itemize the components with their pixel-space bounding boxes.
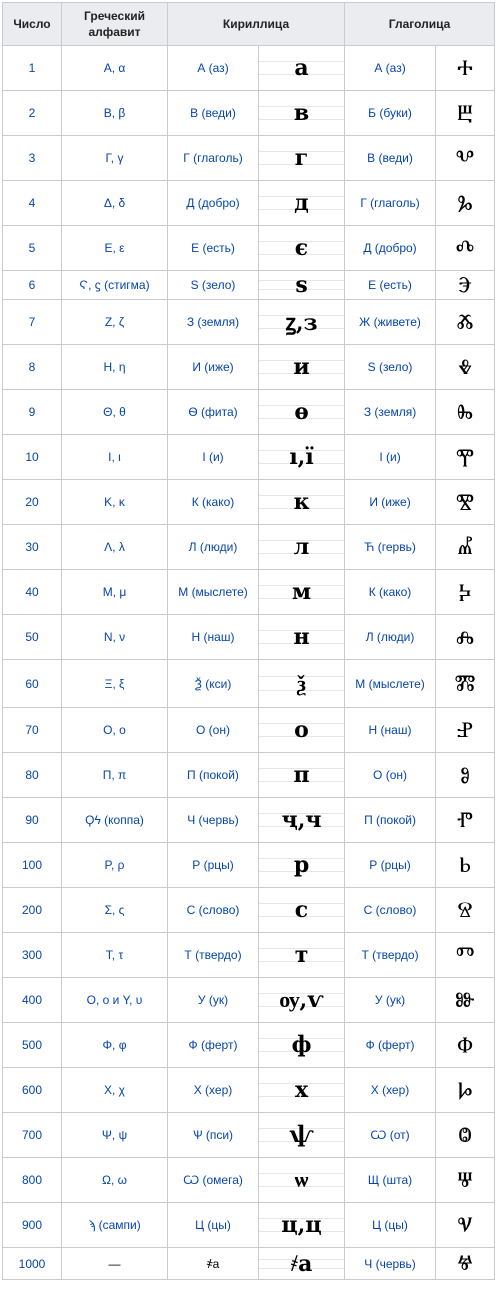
greek-letter-cell[interactable]: Π, π [62, 753, 168, 798]
greek-letter-cell[interactable]: Β, β [62, 91, 168, 136]
greek-letter-cell[interactable]: Μ, μ [62, 570, 168, 615]
glagolitic-glyph-cell: Ⰰ [436, 46, 495, 91]
glagolitic-name-cell[interactable]: З (земля) [345, 390, 436, 435]
glagolitic-name-cell[interactable]: Ж (живете) [345, 300, 436, 345]
cyrillic-glyph-cell: ѳ [259, 390, 345, 435]
number-cell[interactable]: 300 [3, 933, 62, 978]
cyrillic-glyph-cell: ф [259, 1023, 345, 1068]
number-cell[interactable]: 6 [3, 271, 62, 300]
number-cell[interactable]: 90 [3, 798, 62, 843]
cyrillic-name-cell[interactable]: М (мыслете) [168, 570, 259, 615]
cyrillic-glyph-cell: ѱ [259, 1113, 345, 1158]
header-greek: Греческий алфавит [62, 3, 168, 46]
header-number: Число [3, 3, 62, 46]
glagolitic-glyph-cell: Ⰴ [436, 226, 495, 271]
greek-letter-cell[interactable]: Ψ, ψ [62, 1113, 168, 1158]
header-glagolitic: Глаголица [345, 3, 495, 46]
table-row [3, 525, 495, 570]
glagolitic-name-cell[interactable]: П (покой) [345, 798, 436, 843]
table-row [3, 660, 495, 708]
cyrillic-glyph-cell: с [259, 888, 345, 933]
number-cell[interactable]: 700 [3, 1113, 62, 1158]
greek-letter-cell[interactable]: Θ, θ [62, 390, 168, 435]
cyrillic-name-cell[interactable]: Ф (ферт) [168, 1023, 259, 1068]
cyrillic-name-cell[interactable]: Д (добро) [168, 181, 259, 226]
cyrillic-name-cell[interactable]: Л (люди) [168, 525, 259, 570]
cyrillic-name-cell[interactable]: Т (твердо) [168, 933, 259, 978]
glagolitic-glyph-cell: Ⱍ [436, 1248, 495, 1280]
table-row [3, 615, 495, 660]
glagolitic-name-cell[interactable]: У (ук) [345, 978, 436, 1023]
table-row [3, 978, 495, 1023]
greek-letter-cell[interactable]: Λ, λ [62, 525, 168, 570]
glagolitic-name-cell[interactable]: Р (рцы) [345, 843, 436, 888]
glagolitic-name-cell[interactable]: И (иже) [345, 480, 436, 525]
greek-letter-cell[interactable]: Ο, ο [62, 708, 168, 753]
glagolitic-glyph-cell: Ⱅ [436, 933, 495, 978]
cyrillic-glyph-cell: ı,ї [259, 435, 345, 480]
table-body [3, 46, 495, 1280]
table-row [3, 300, 495, 345]
number-cell[interactable]: 1000 [3, 1248, 62, 1280]
glagolitic-name-cell[interactable]: Щ (шта) [345, 1158, 436, 1203]
number-cell[interactable]: 500 [3, 1023, 62, 1068]
greek-letter-cell[interactable]: Ϙϟ (коппа) [62, 798, 168, 843]
table-row [3, 753, 495, 798]
glagolitic-glyph-cell: Ⱌ [436, 1203, 495, 1248]
cyrillic-glyph-cell: ҷ,ч [259, 798, 345, 843]
cyrillic-name-cell[interactable]: В (веди) [168, 91, 259, 136]
glagolitic-glyph-cell: Ⰱ [436, 91, 495, 136]
glagolitic-glyph-cell: Ⰶ [436, 300, 495, 345]
number-cell[interactable]: 50 [3, 615, 62, 660]
glagolitic-glyph-cell: Ⰺ [436, 480, 495, 525]
table-row [3, 271, 495, 300]
cyrillic-glyph-cell: г [259, 136, 345, 181]
table-row [3, 570, 495, 615]
glagolitic-glyph-cell: Ⰳ [436, 181, 495, 226]
glagolitic-name-cell[interactable]: Б (буки) [345, 91, 436, 136]
glagolitic-glyph-cell: Ⰿ [436, 660, 495, 708]
number-cell[interactable]: 2 [3, 91, 62, 136]
number-cell[interactable]: 4 [3, 181, 62, 226]
table-row [3, 843, 495, 888]
cyrillic-name-cell[interactable]: S (зело) [168, 271, 259, 300]
greek-letter-cell[interactable]: Ε, ε [62, 226, 168, 271]
greek-letter-cell[interactable]: Ι, ι [62, 435, 168, 480]
number-cell[interactable]: 800 [3, 1158, 62, 1203]
cyrillic-name-cell[interactable]: Ѯ (кси) [168, 660, 259, 708]
greek-letter-cell[interactable]: Ϛ, ϛ (стигма) [62, 271, 168, 300]
glagolitic-glyph-cell: Ⱈ [436, 1068, 495, 1113]
greek-letter-cell[interactable]: Η, η [62, 345, 168, 390]
glagolitic-glyph-cell: Ⰵ [436, 271, 495, 300]
number-cell[interactable]: 5 [3, 226, 62, 271]
cyrillic-name-cell[interactable]: У (ук) [168, 978, 259, 1023]
greek-letter-cell[interactable]: Κ, κ [62, 480, 168, 525]
glagolitic-name-cell[interactable]: Т (твердо) [345, 933, 436, 978]
cyrillic-name-cell[interactable]: Г (глаголь) [168, 136, 259, 181]
greek-letter-cell[interactable]: Ο, ο и Υ, υ [62, 978, 168, 1023]
table-row [3, 888, 495, 933]
cyrillic-name-cell[interactable]: С (слово) [168, 888, 259, 933]
greek-letter-cell[interactable]: Φ, φ [62, 1023, 168, 1068]
cyrillic-name-cell[interactable]: Р (рцы) [168, 843, 259, 888]
table-row [3, 1068, 495, 1113]
cyrillic-glyph-cell: р [259, 843, 345, 888]
table-row [3, 181, 495, 226]
glagolitic-glyph-cell: Ⱆ [436, 978, 495, 1023]
number-cell[interactable]: 200 [3, 888, 62, 933]
table-row [3, 226, 495, 271]
glagolitic-name-cell[interactable]: Ц (цы) [345, 1203, 436, 1248]
table-row [3, 46, 495, 91]
cyrillic-glyph-cell: а [259, 46, 345, 91]
cyrillic-name-cell[interactable]: Ц (цы) [168, 1203, 259, 1248]
glagolitic-name-cell[interactable]: В (веди) [345, 136, 436, 181]
greek-letter-cell[interactable]: Ω, ω [62, 1158, 168, 1203]
cyrillic-glyph-cell: к [259, 480, 345, 525]
greek-letter-cell[interactable]: Α, α [62, 46, 168, 91]
cyrillic-glyph-cell: х [259, 1068, 345, 1113]
greek-letter-cell[interactable]: Ζ, ζ [62, 300, 168, 345]
number-cell[interactable]: 60 [3, 660, 62, 708]
glagolitic-name-cell[interactable]: Л (люди) [345, 615, 436, 660]
table-row [3, 390, 495, 435]
number-cell[interactable]: 8 [3, 345, 62, 390]
glagolitic-name-cell[interactable]: К (како) [345, 570, 436, 615]
cyrillic-name-cell[interactable]: П (покой) [168, 753, 259, 798]
cyrillic-name-cell[interactable]: ҂а [168, 1248, 259, 1280]
glagolitic-glyph-cell: Ⱋ [436, 1158, 495, 1203]
cyrillic-glyph-cell: л [259, 525, 345, 570]
table-row [3, 136, 495, 181]
glagolitic-name-cell[interactable]: Ѡ (от) [345, 1113, 436, 1158]
number-cell[interactable]: 100 [3, 843, 62, 888]
cyrillic-name-cell[interactable]: И (иже) [168, 345, 259, 390]
glagolitic-name-cell[interactable]: М (мыслете) [345, 660, 436, 708]
number-cell[interactable]: 400 [3, 978, 62, 1023]
glagolitic-glyph-cell: Ⰾ [436, 615, 495, 660]
glagolitic-glyph-cell: Ⰷ [436, 345, 495, 390]
table-row [3, 345, 495, 390]
greek-letter-cell[interactable]: Ξ, ξ [62, 660, 168, 708]
glagolitic-name-cell[interactable]: Ћ (гервь) [345, 525, 436, 570]
cyrillic-name-cell[interactable]: Ѳ (фита) [168, 390, 259, 435]
number-cell[interactable]: 7 [3, 300, 62, 345]
glagolitic-glyph-cell: Ⱀ [436, 708, 495, 753]
glagolitic-name-cell[interactable]: S (зело) [345, 345, 436, 390]
greek-letter-cell[interactable]: ϡ (сампи) [62, 1203, 168, 1248]
cyrillic-name-cell[interactable]: А (аз) [168, 46, 259, 91]
table-row [3, 1023, 495, 1068]
number-cell[interactable]: 80 [3, 753, 62, 798]
table-row [3, 1113, 495, 1158]
greek-letter-cell[interactable]: Σ, ς [62, 888, 168, 933]
cyrillic-glyph-cell: о [259, 708, 345, 753]
greek-letter-cell[interactable]: Δ, δ [62, 181, 168, 226]
cyrillic-glyph-cell: д [259, 181, 345, 226]
number-cell[interactable]: 600 [3, 1068, 62, 1113]
number-cell[interactable]: 30 [3, 525, 62, 570]
glagolitic-glyph-cell: Ⱉ [436, 1113, 495, 1158]
numerals-table [2, 2, 495, 1280]
cyrillic-name-cell[interactable]: О (он) [168, 708, 259, 753]
glagolitic-glyph-cell: Ⱄ [436, 888, 495, 933]
cyrillic-glyph-cell: п [259, 753, 345, 798]
cyrillic-glyph-cell: м [259, 570, 345, 615]
glagolitic-glyph-cell: Ⰸ [436, 390, 495, 435]
greek-letter-cell[interactable]: — [62, 1248, 168, 1280]
table-row [3, 1248, 495, 1280]
table-row [3, 435, 495, 480]
glagolitic-glyph-cell: Ⱁ [436, 753, 495, 798]
glagolitic-name-cell[interactable]: Н (наш) [345, 708, 436, 753]
greek-letter-cell[interactable]: Τ, τ [62, 933, 168, 978]
cyrillic-glyph-cell: ц,ц [259, 1203, 345, 1248]
cyrillic-glyph-cell: ҂а [259, 1248, 345, 1280]
glagolitic-glyph-cell: Ⰹ [436, 435, 495, 480]
glagolitic-glyph-cell: Ⱇ [436, 1023, 495, 1068]
header-cyrillic: Кириллица [168, 3, 345, 46]
number-cell[interactable]: 20 [3, 480, 62, 525]
table-row [3, 480, 495, 525]
glagolitic-glyph-cell: Ⰼ [436, 525, 495, 570]
cyrillic-glyph-cell: є [259, 226, 345, 271]
table-row [3, 1158, 495, 1203]
number-cell[interactable]: 40 [3, 570, 62, 615]
glagolitic-glyph-cell: Ⱃ [436, 843, 495, 888]
cyrillic-name-cell[interactable]: І (и) [168, 435, 259, 480]
greek-letter-cell[interactable]: Ν, ν [62, 615, 168, 660]
glagolitic-name-cell[interactable]: О (он) [345, 753, 436, 798]
greek-letter-cell[interactable]: Γ, γ [62, 136, 168, 181]
table-row [3, 798, 495, 843]
cyrillic-glyph-cell: ѹ,ѵ [259, 978, 345, 1023]
cyrillic-glyph-cell: ѕ [259, 271, 345, 300]
glagolitic-name-cell[interactable]: Х (хер) [345, 1068, 436, 1113]
greek-letter-cell[interactable]: Χ, χ [62, 1068, 168, 1113]
cyrillic-name-cell[interactable]: К (како) [168, 480, 259, 525]
glagolitic-name-cell[interactable]: І (и) [345, 435, 436, 480]
number-cell[interactable]: 1 [3, 46, 62, 91]
cyrillic-name-cell[interactable]: Ѱ (пси) [168, 1113, 259, 1158]
glagolitic-name-cell[interactable]: Д (добро) [345, 226, 436, 271]
cyrillic-glyph-cell: т [259, 933, 345, 978]
cyrillic-name-cell[interactable]: Ч (червь) [168, 798, 259, 843]
glagolitic-glyph-cell: Ⱂ [436, 798, 495, 843]
table-row [3, 91, 495, 136]
number-cell[interactable]: 3 [3, 136, 62, 181]
table-row [3, 708, 495, 753]
header-row [3, 3, 495, 46]
cyrillic-name-cell[interactable]: Х (хер) [168, 1068, 259, 1113]
cyrillic-glyph-cell: ꙁ,з [259, 300, 345, 345]
number-cell[interactable]: 70 [3, 708, 62, 753]
number-cell[interactable]: 9 [3, 390, 62, 435]
glagolitic-name-cell[interactable]: С (слово) [345, 888, 436, 933]
glagolitic-name-cell[interactable]: Е (есть) [345, 271, 436, 300]
greek-letter-cell[interactable]: Ρ, ρ [62, 843, 168, 888]
glagolitic-name-cell[interactable]: Г (глаголь) [345, 181, 436, 226]
cyrillic-glyph-cell: в [259, 91, 345, 136]
cyrillic-glyph-cell: ѡ [259, 1158, 345, 1203]
glagolitic-name-cell[interactable]: Ч (червь) [345, 1248, 436, 1280]
table-row [3, 933, 495, 978]
cyrillic-glyph-cell: и [259, 345, 345, 390]
cyrillic-name-cell[interactable]: Е (есть) [168, 226, 259, 271]
cyrillic-name-cell[interactable]: З (земля) [168, 300, 259, 345]
number-cell[interactable]: 10 [3, 435, 62, 480]
number-cell[interactable]: 900 [3, 1203, 62, 1248]
cyrillic-name-cell[interactable]: Ѡ (омега) [168, 1158, 259, 1203]
glagolitic-glyph-cell: Ⰲ [436, 136, 495, 181]
glagolitic-glyph-cell: Ⰽ [436, 570, 495, 615]
cyrillic-name-cell[interactable]: Н (наш) [168, 615, 259, 660]
table-row [3, 1203, 495, 1248]
glagolitic-name-cell[interactable]: Ф (ферт) [345, 1023, 436, 1068]
cyrillic-glyph-cell: н [259, 615, 345, 660]
glagolitic-name-cell[interactable]: А (аз) [345, 46, 436, 91]
cyrillic-glyph-cell: ѯ [259, 660, 345, 708]
